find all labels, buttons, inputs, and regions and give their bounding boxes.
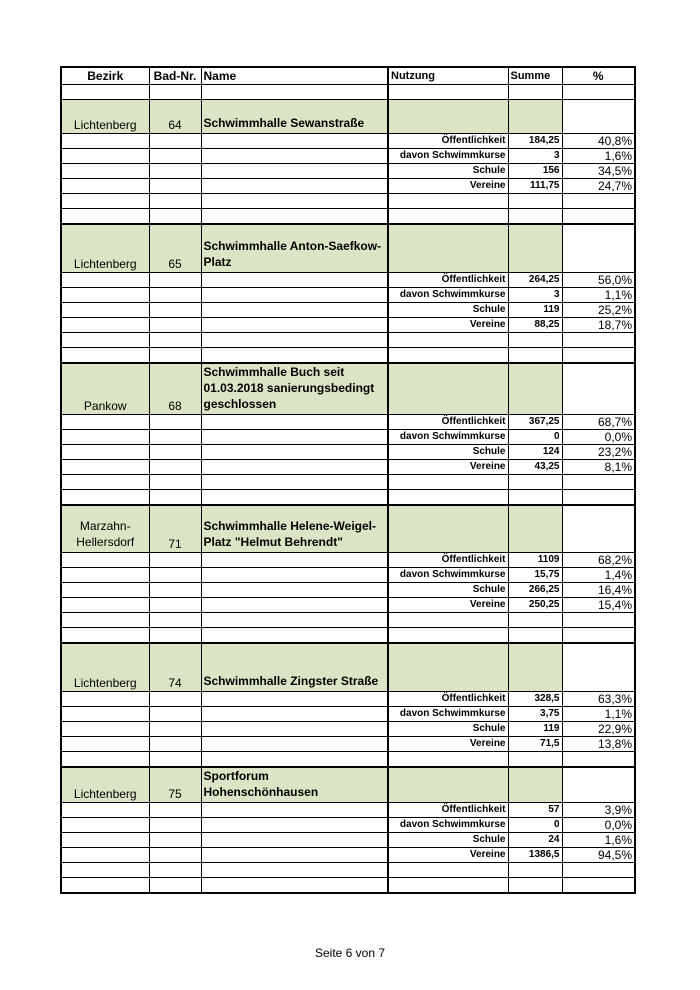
empty-cell <box>61 164 149 179</box>
usage-percent: 1,4% <box>562 568 635 583</box>
usage-row <box>61 802 635 817</box>
facility-title-row <box>61 363 635 415</box>
usage-value: 119 <box>508 302 562 317</box>
usage-value: 3 <box>508 287 562 302</box>
empty-cell <box>61 302 149 317</box>
empty-cell <box>149 164 201 179</box>
usage-label: Öffentlichkeit <box>388 272 508 287</box>
usage-label: davon Schwimmkurse <box>388 817 508 832</box>
empty-cell <box>149 134 201 149</box>
usage-value: 328,5 <box>508 691 562 706</box>
usage-row <box>61 691 635 706</box>
empty-cell <box>61 474 149 489</box>
usage-percent: 0,0% <box>562 429 635 444</box>
header-row <box>61 67 635 85</box>
empty-cell <box>201 272 388 287</box>
usage-label: davon Schwimmkurse <box>388 287 508 302</box>
usage-value: 0 <box>508 817 562 832</box>
empty-cell <box>201 706 388 721</box>
blank-row <box>61 194 635 209</box>
empty-cell <box>149 628 201 644</box>
usage-value: 15,75 <box>508 568 562 583</box>
nutzung-cell <box>388 767 508 803</box>
empty-cell <box>61 583 149 598</box>
empty-cell <box>201 613 388 628</box>
usage-label: Vereine <box>388 736 508 751</box>
empty-cell <box>149 194 201 209</box>
empty-cell <box>61 613 149 628</box>
empty-cell <box>61 209 149 225</box>
blank-row <box>61 347 635 363</box>
empty-cell <box>149 414 201 429</box>
blank-row <box>61 877 635 893</box>
usage-row <box>61 459 635 474</box>
empty-cell <box>388 474 508 489</box>
usage-value: 264,25 <box>508 272 562 287</box>
usage-value: 3 <box>508 149 562 164</box>
bezirk-cell: Lichtenberg <box>61 767 149 803</box>
empty-cell <box>201 194 388 209</box>
usage-percent: 18,7% <box>562 317 635 332</box>
empty-cell <box>201 164 388 179</box>
summe-cell <box>508 505 562 553</box>
blank-row <box>61 209 635 225</box>
empty-cell <box>508 862 562 877</box>
usage-row <box>61 553 635 568</box>
usage-value: 57 <box>508 802 562 817</box>
empty-cell <box>61 272 149 287</box>
usage-value: 111,75 <box>508 179 562 194</box>
percent-cell <box>562 100 635 134</box>
usage-value: 71,5 <box>508 736 562 751</box>
empty-cell <box>201 474 388 489</box>
empty-cell <box>201 847 388 862</box>
usage-label: davon Schwimmkurse <box>388 429 508 444</box>
usage-row <box>61 414 635 429</box>
usage-percent: 24,7% <box>562 179 635 194</box>
header-name: Name <box>201 67 388 85</box>
empty-cell <box>508 751 562 767</box>
nutzung-cell <box>388 224 508 272</box>
empty-cell <box>149 272 201 287</box>
empty-cell <box>149 817 201 832</box>
empty-cell <box>508 877 562 893</box>
empty-cell <box>201 287 388 302</box>
empty-cell <box>61 817 149 832</box>
usage-row <box>61 302 635 317</box>
blank-row <box>61 628 635 644</box>
usage-value: 367,25 <box>508 414 562 429</box>
usage-percent: 1,1% <box>562 706 635 721</box>
empty-cell <box>61 847 149 862</box>
facility-title-row <box>61 643 635 691</box>
blank-row <box>61 862 635 877</box>
empty-cell <box>149 691 201 706</box>
empty-cell <box>508 332 562 347</box>
empty-cell <box>149 444 201 459</box>
usage-row <box>61 736 635 751</box>
empty-cell <box>61 179 149 194</box>
summe-cell <box>508 363 562 415</box>
empty-cell <box>61 194 149 209</box>
usage-label: Schule <box>388 832 508 847</box>
usage-row <box>61 598 635 613</box>
empty-cell <box>201 862 388 877</box>
bezirk-cell: Lichtenberg <box>61 224 149 272</box>
usage-label: Öffentlichkeit <box>388 134 508 149</box>
empty-cell <box>149 598 201 613</box>
empty-cell <box>201 179 388 194</box>
usage-percent: 8,1% <box>562 459 635 474</box>
empty-cell <box>61 832 149 847</box>
usage-value: 156 <box>508 164 562 179</box>
usage-value: 0 <box>508 429 562 444</box>
empty-cell <box>201 691 388 706</box>
nutzung-cell <box>388 100 508 134</box>
summe-cell <box>508 643 562 691</box>
facility-name: Schwimmhalle Buch seit 01.03.2018 sanierungsbedingt geschlossen <box>201 363 388 415</box>
bezirk-cell: Marzahn-Hellersdorf <box>61 505 149 553</box>
usage-row <box>61 149 635 164</box>
empty-cell <box>201 628 388 644</box>
empty-cell <box>201 489 388 505</box>
empty-cell <box>61 287 149 302</box>
summe-cell <box>508 224 562 272</box>
usage-label: Vereine <box>388 179 508 194</box>
usage-percent: 68,7% <box>562 414 635 429</box>
usage-label: Schule <box>388 444 508 459</box>
percent-cell <box>562 643 635 691</box>
header-nutzung: Nutzung <box>388 67 508 85</box>
usage-label: Vereine <box>388 847 508 862</box>
percent-cell <box>562 767 635 803</box>
usage-value: 124 <box>508 444 562 459</box>
empty-cell <box>201 149 388 164</box>
empty-cell <box>149 149 201 164</box>
empty-cell <box>201 553 388 568</box>
empty-cell <box>149 847 201 862</box>
empty-cell <box>562 332 635 347</box>
facility-name: Schwimmhalle Zingster Straße <box>201 643 388 691</box>
usage-label: Schule <box>388 302 508 317</box>
usage-value: 43,25 <box>508 459 562 474</box>
usage-percent: 23,2% <box>562 444 635 459</box>
bad-nr-cell: 75 <box>149 767 201 803</box>
usage-percent: 13,8% <box>562 736 635 751</box>
usage-row <box>61 287 635 302</box>
empty-cell <box>149 613 201 628</box>
usage-value: 24 <box>508 832 562 847</box>
usage-label: Öffentlichkeit <box>388 691 508 706</box>
empty-cell <box>508 209 562 225</box>
empty-cell <box>149 489 201 505</box>
empty-cell <box>201 568 388 583</box>
empty-cell <box>149 429 201 444</box>
empty-cell <box>149 583 201 598</box>
usage-row <box>61 817 635 832</box>
header-summe: Summe <box>508 67 562 85</box>
empty-cell <box>149 317 201 332</box>
bad-nr-cell: 71 <box>149 505 201 553</box>
nutzung-cell <box>388 363 508 415</box>
empty-cell <box>61 568 149 583</box>
empty-cell <box>562 751 635 767</box>
usage-percent: 3,9% <box>562 802 635 817</box>
page-number: Seite 6 von 7 <box>314 946 386 960</box>
facility-title-row <box>61 505 635 553</box>
bad-nr-cell: 68 <box>149 363 201 415</box>
empty-cell <box>388 862 508 877</box>
usage-label: Schule <box>388 721 508 736</box>
facility-name: Schwimmhalle Helene-Weigel-Platz "Helmut Behrendt" <box>201 505 388 553</box>
empty-cell <box>149 736 201 751</box>
usage-label: Öffentlichkeit <box>388 553 508 568</box>
usage-row <box>61 721 635 736</box>
header-bad-nr: Bad-Nr. <box>149 67 201 85</box>
usage-percent: 34,5% <box>562 164 635 179</box>
usage-label: davon Schwimmkurse <box>388 149 508 164</box>
blank-row <box>61 474 635 489</box>
empty-cell <box>61 317 149 332</box>
empty-cell <box>61 862 149 877</box>
empty-cell <box>149 474 201 489</box>
empty-cell <box>61 489 149 505</box>
usage-percent: 0,0% <box>562 817 635 832</box>
empty-cell <box>388 489 508 505</box>
empty-cell <box>149 302 201 317</box>
empty-cell <box>61 444 149 459</box>
empty-cell <box>61 149 149 164</box>
empty-cell <box>388 347 508 363</box>
usage-label: davon Schwimmkurse <box>388 706 508 721</box>
empty-cell <box>201 317 388 332</box>
spacer-row <box>61 85 635 100</box>
usage-row <box>61 847 635 862</box>
empty-cell <box>149 832 201 847</box>
pool-usage-table <box>60 66 636 894</box>
usage-row <box>61 164 635 179</box>
empty-cell <box>508 628 562 644</box>
empty-cell <box>562 489 635 505</box>
blank-row <box>61 613 635 628</box>
usage-row <box>61 317 635 332</box>
blank-row <box>61 489 635 505</box>
usage-percent: 1,6% <box>562 832 635 847</box>
empty-cell <box>508 194 562 209</box>
empty-cell <box>201 832 388 847</box>
usage-row <box>61 706 635 721</box>
usage-row <box>61 444 635 459</box>
usage-percent: 1,6% <box>562 149 635 164</box>
usage-value: 88,25 <box>508 317 562 332</box>
bezirk-cell: Pankow <box>61 363 149 415</box>
empty-cell <box>201 721 388 736</box>
bezirk-cell: Lichtenberg <box>61 643 149 691</box>
empty-cell <box>388 194 508 209</box>
empty-cell <box>562 862 635 877</box>
empty-cell <box>562 209 635 225</box>
empty-cell <box>508 489 562 505</box>
empty-cell <box>388 877 508 893</box>
empty-cell <box>201 209 388 225</box>
usage-value: 119 <box>508 721 562 736</box>
empty-cell <box>201 134 388 149</box>
usage-label: davon Schwimmkurse <box>388 568 508 583</box>
bad-nr-cell: 64 <box>149 100 201 134</box>
facility-name: Schwimmhalle Anton-Saefkow-Platz <box>201 224 388 272</box>
percent-cell <box>562 224 635 272</box>
usage-row <box>61 272 635 287</box>
usage-row <box>61 134 635 149</box>
empty-cell <box>61 877 149 893</box>
empty-cell <box>562 628 635 644</box>
usage-label: Öffentlichkeit <box>388 802 508 817</box>
usage-row <box>61 429 635 444</box>
empty-cell <box>201 751 388 767</box>
empty-cell <box>201 736 388 751</box>
empty-cell <box>388 332 508 347</box>
blank-row <box>61 751 635 767</box>
empty-cell <box>61 691 149 706</box>
empty-cell <box>61 134 149 149</box>
usage-percent: 25,2% <box>562 302 635 317</box>
empty-cell <box>61 347 149 363</box>
empty-cell <box>149 751 201 767</box>
usage-value: 184,25 <box>508 134 562 149</box>
empty-cell <box>562 613 635 628</box>
empty-cell <box>61 429 149 444</box>
empty-cell <box>149 332 201 347</box>
empty-cell <box>388 751 508 767</box>
usage-percent: 63,3% <box>562 691 635 706</box>
usage-label: Schule <box>388 164 508 179</box>
empty-cell <box>201 302 388 317</box>
usage-row <box>61 832 635 847</box>
empty-cell <box>149 553 201 568</box>
empty-cell <box>149 862 201 877</box>
empty-cell <box>201 877 388 893</box>
empty-cell <box>201 414 388 429</box>
usage-percent: 16,4% <box>562 583 635 598</box>
empty-cell <box>61 459 149 474</box>
empty-cell <box>562 194 635 209</box>
empty-cell <box>201 332 388 347</box>
empty-cell <box>388 613 508 628</box>
empty-cell <box>149 721 201 736</box>
empty-cell <box>149 179 201 194</box>
empty-cell <box>201 802 388 817</box>
empty-cell <box>61 736 149 751</box>
usage-row <box>61 179 635 194</box>
usage-percent: 94,5% <box>562 847 635 862</box>
empty-cell <box>562 474 635 489</box>
header-bezirk: Bezirk <box>61 67 149 85</box>
blank-row <box>61 332 635 347</box>
usage-label: Öffentlichkeit <box>388 414 508 429</box>
empty-cell <box>61 802 149 817</box>
empty-cell <box>562 877 635 893</box>
bad-nr-cell: 74 <box>149 643 201 691</box>
empty-cell <box>201 444 388 459</box>
bezirk-cell: Lichtenberg <box>61 100 149 134</box>
usage-percent: 40,8% <box>562 134 635 149</box>
percent-cell <box>562 505 635 553</box>
empty-cell <box>388 209 508 225</box>
usage-value: 3,75 <box>508 706 562 721</box>
nutzung-cell <box>388 505 508 553</box>
empty-cell <box>61 598 149 613</box>
empty-cell <box>201 459 388 474</box>
empty-cell <box>61 706 149 721</box>
empty-cell <box>201 598 388 613</box>
empty-cell <box>61 628 149 644</box>
empty-cell <box>149 209 201 225</box>
empty-cell <box>61 414 149 429</box>
percent-cell <box>562 363 635 415</box>
empty-cell <box>201 429 388 444</box>
empty-cell <box>149 802 201 817</box>
usage-label: Vereine <box>388 317 508 332</box>
usage-label: Vereine <box>388 598 508 613</box>
usage-percent: 22,9% <box>562 721 635 736</box>
usage-row <box>61 568 635 583</box>
empty-cell <box>388 628 508 644</box>
empty-cell <box>201 583 388 598</box>
usage-label: Vereine <box>388 459 508 474</box>
usage-value: 266,25 <box>508 583 562 598</box>
usage-value: 1109 <box>508 553 562 568</box>
empty-cell <box>61 721 149 736</box>
summe-cell <box>508 100 562 134</box>
empty-cell <box>562 347 635 363</box>
empty-cell <box>149 706 201 721</box>
empty-cell <box>508 347 562 363</box>
empty-cell <box>61 553 149 568</box>
usage-percent: 1,1% <box>562 287 635 302</box>
empty-cell <box>149 347 201 363</box>
facility-title-row <box>61 767 635 803</box>
facility-name: Sportforum Hohenschönhausen <box>201 767 388 803</box>
empty-cell <box>61 332 149 347</box>
header-percent: % <box>562 67 635 85</box>
empty-cell <box>201 817 388 832</box>
empty-cell <box>149 459 201 474</box>
usage-value: 1386,5 <box>508 847 562 862</box>
empty-cell <box>201 347 388 363</box>
usage-percent: 15,4% <box>562 598 635 613</box>
usage-row <box>61 583 635 598</box>
usage-percent: 68,2% <box>562 553 635 568</box>
empty-cell <box>61 751 149 767</box>
bad-nr-cell: 65 <box>149 224 201 272</box>
usage-percent: 56,0% <box>562 272 635 287</box>
empty-cell <box>149 287 201 302</box>
facility-title-row <box>61 100 635 134</box>
nutzung-cell <box>388 643 508 691</box>
usage-label: Schule <box>388 583 508 598</box>
empty-cell <box>149 568 201 583</box>
facility-name: Schwimmhalle Sewanstraße <box>201 100 388 134</box>
empty-cell <box>508 474 562 489</box>
usage-value: 250,25 <box>508 598 562 613</box>
empty-cell <box>508 613 562 628</box>
summe-cell <box>508 767 562 803</box>
facility-title-row <box>61 224 635 272</box>
empty-cell <box>149 877 201 893</box>
